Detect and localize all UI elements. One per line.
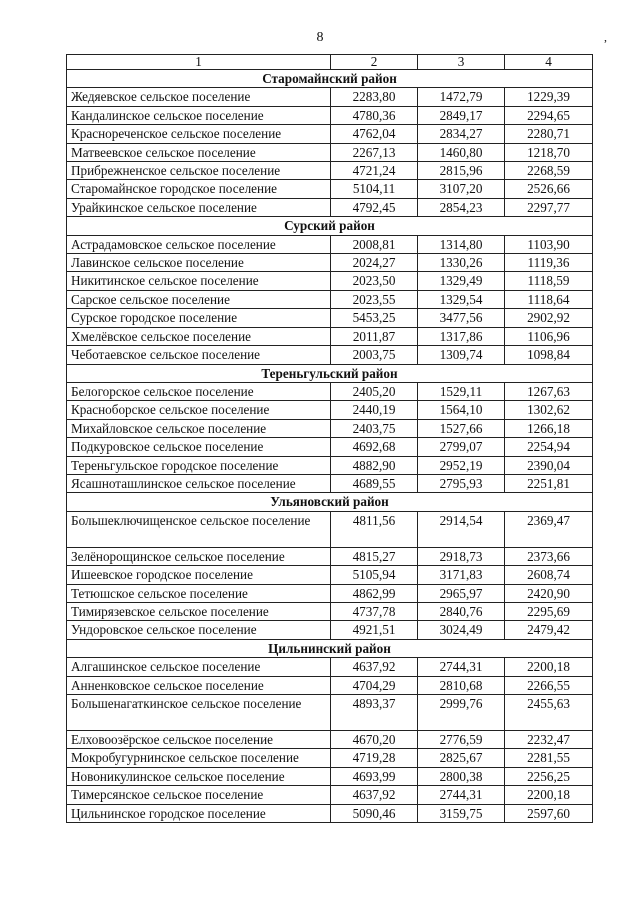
value-col-4: 2390,04 — [505, 456, 593, 474]
value-col-2: 2024,27 — [331, 254, 418, 272]
value-col-3: 2810,68 — [418, 676, 505, 694]
settlement-name: Новоникулинское сельское поселение — [67, 767, 331, 785]
settlement-name: Большеключищенское сельское поселение — [67, 511, 331, 547]
table-row — [67, 143, 593, 161]
value-col-4: 2251,81 — [505, 474, 593, 492]
settlement-name: Тимирязевское сельское поселение — [67, 602, 331, 620]
value-col-4: 2526,66 — [505, 180, 593, 198]
value-col-2: 4704,29 — [331, 676, 418, 694]
settlement-name: Подкуровское сельское поселение — [67, 438, 331, 456]
settlement-name: Лавинское сельское поселение — [67, 254, 331, 272]
column-number-row — [67, 55, 593, 70]
value-col-2: 2403,75 — [331, 419, 418, 437]
settlement-name: Тереньгульское городское поселение — [67, 456, 331, 474]
settlement-name: Тетюшское сельское поселение — [67, 584, 331, 602]
table-row — [67, 290, 593, 308]
value-col-2: 4692,68 — [331, 438, 418, 456]
value-col-3: 1314,80 — [418, 235, 505, 253]
settlement-name: Анненковское сельское поселение — [67, 676, 331, 694]
settlement-name: Белогорское сельское поселение — [67, 382, 331, 400]
settlement-name: Жедяевское сельское поселение — [67, 88, 331, 106]
table-row — [67, 180, 593, 198]
value-col-3: 1329,49 — [418, 272, 505, 290]
value-col-2: 2440,19 — [331, 401, 418, 419]
value-col-3: 1529,11 — [418, 382, 505, 400]
value-col-4: 2294,65 — [505, 106, 593, 124]
value-col-2: 5453,25 — [331, 309, 418, 327]
settlement-name: Прибрежненское сельское поселение — [67, 162, 331, 180]
table-row — [67, 254, 593, 272]
value-col-4: 1266,18 — [505, 419, 593, 437]
settlement-name: Урайкинское сельское поселение — [67, 198, 331, 216]
value-col-2: 4815,27 — [331, 547, 418, 565]
value-col-4: 1118,59 — [505, 272, 593, 290]
settlement-name: Зелёнорощинское сельское поселение — [67, 547, 331, 565]
settlement-name: Цильнинское городское поселение — [67, 804, 331, 822]
value-col-2: 4670,20 — [331, 731, 418, 749]
district-title: Тереньгульский район — [67, 364, 593, 382]
value-col-2: 4693,99 — [331, 767, 418, 785]
value-col-4: 2295,69 — [505, 602, 593, 620]
value-col-3: 2918,73 — [418, 547, 505, 565]
value-col-2: 2267,13 — [331, 143, 418, 161]
value-col-4: 1119,36 — [505, 254, 593, 272]
value-col-4: 2268,59 — [505, 162, 593, 180]
value-col-4: 2902,92 — [505, 309, 593, 327]
section-header-row — [67, 639, 593, 657]
table-row — [67, 804, 593, 822]
value-col-4: 2256,25 — [505, 767, 593, 785]
settlement-name: Ишеевское городское поселение — [67, 566, 331, 584]
settlement-name: Краснореченское сельское поселение — [67, 125, 331, 143]
value-col-3: 2849,17 — [418, 106, 505, 124]
value-col-2: 4811,56 — [331, 511, 418, 547]
value-col-3: 2952,19 — [418, 456, 505, 474]
table-row — [67, 731, 593, 749]
table-row — [67, 327, 593, 345]
value-col-3: 2795,93 — [418, 474, 505, 492]
value-col-4: 1103,90 — [505, 235, 593, 253]
value-col-3: 2965,97 — [418, 584, 505, 602]
value-col-3: 2840,76 — [418, 602, 505, 620]
value-col-4: 2200,18 — [505, 658, 593, 676]
value-col-2: 4689,55 — [331, 474, 418, 492]
value-col-2: 4893,37 — [331, 695, 418, 731]
table-row — [67, 695, 593, 731]
settlement-name: Никитинское сельское поселение — [67, 272, 331, 290]
table-row — [67, 272, 593, 290]
value-col-4: 2479,42 — [505, 621, 593, 639]
value-col-3: 2999,76 — [418, 695, 505, 731]
settlement-name: Сурское городское поселение — [67, 309, 331, 327]
table-row — [67, 162, 593, 180]
value-col-2: 5105,94 — [331, 566, 418, 584]
settlement-name: Красноборское сельское поселение — [67, 401, 331, 419]
table-row — [67, 566, 593, 584]
settlement-name: Хмелёвское сельское поселение — [67, 327, 331, 345]
value-col-3: 2799,07 — [418, 438, 505, 456]
settlement-name: Тимерсянское сельское поселение — [67, 786, 331, 804]
column-number: 4 — [505, 55, 593, 70]
value-col-4: 2297,77 — [505, 198, 593, 216]
table-row — [67, 438, 593, 456]
table-row — [67, 382, 593, 400]
value-col-3: 2744,31 — [418, 658, 505, 676]
value-col-2: 2003,75 — [331, 346, 418, 364]
value-col-3: 1472,79 — [418, 88, 505, 106]
value-col-3: 2815,96 — [418, 162, 505, 180]
settlement-name: Михайловское сельское поселение — [67, 419, 331, 437]
value-col-2: 4762,04 — [331, 125, 418, 143]
value-col-4: 1118,64 — [505, 290, 593, 308]
value-col-3: 2914,54 — [418, 511, 505, 547]
value-col-3: 1317,86 — [418, 327, 505, 345]
value-col-4: 2455,63 — [505, 695, 593, 731]
value-col-3: 1527,66 — [418, 419, 505, 437]
settlement-name: Алгашинское сельское поселение — [67, 658, 331, 676]
value-col-2: 4862,99 — [331, 584, 418, 602]
value-col-4: 2608,74 — [505, 566, 593, 584]
table-row — [67, 767, 593, 785]
district-title: Старомайнский район — [67, 70, 593, 88]
section-header-row — [67, 217, 593, 235]
value-col-4: 1267,63 — [505, 382, 593, 400]
table-row — [67, 658, 593, 676]
value-col-4: 1229,39 — [505, 88, 593, 106]
value-col-3: 1460,80 — [418, 143, 505, 161]
value-col-2: 2008,81 — [331, 235, 418, 253]
table-row — [67, 749, 593, 767]
value-col-4: 2266,55 — [505, 676, 593, 694]
value-col-4: 2232,47 — [505, 731, 593, 749]
table-row — [67, 474, 593, 492]
value-col-2: 4721,24 — [331, 162, 418, 180]
value-col-4: 2200,18 — [505, 786, 593, 804]
settlement-name: Старомайнское городское поселение — [67, 180, 331, 198]
value-col-2: 4921,51 — [331, 621, 418, 639]
district-title: Цильнинский район — [67, 639, 593, 657]
value-col-3: 2834,27 — [418, 125, 505, 143]
table-row — [67, 309, 593, 327]
value-col-3: 2854,23 — [418, 198, 505, 216]
value-col-3: 2744,31 — [418, 786, 505, 804]
value-col-3: 3159,75 — [418, 804, 505, 822]
table-row — [67, 621, 593, 639]
value-col-3: 3107,20 — [418, 180, 505, 198]
settlement-name: Ундоровское сельское поселение — [67, 621, 331, 639]
value-col-2: 5104,11 — [331, 180, 418, 198]
value-col-4: 1098,84 — [505, 346, 593, 364]
table-row — [67, 602, 593, 620]
value-col-4: 1106,96 — [505, 327, 593, 345]
value-col-3: 1330,26 — [418, 254, 505, 272]
value-col-3: 2776,59 — [418, 731, 505, 749]
value-col-3: 2825,67 — [418, 749, 505, 767]
table-row — [67, 401, 593, 419]
value-col-2: 4737,78 — [331, 602, 418, 620]
value-col-4: 1302,62 — [505, 401, 593, 419]
district-title: Сурский район — [67, 217, 593, 235]
value-col-2: 2023,55 — [331, 290, 418, 308]
settlement-name: Кандалинское сельское поселение — [67, 106, 331, 124]
settlement-name: Сарское сельское поселение — [67, 290, 331, 308]
table-row — [67, 786, 593, 804]
value-col-4: 2373,66 — [505, 547, 593, 565]
value-col-4: 2369,47 — [505, 511, 593, 547]
value-col-2: 4780,36 — [331, 106, 418, 124]
table-row — [67, 584, 593, 602]
table-row — [67, 419, 593, 437]
value-col-4: 2254,94 — [505, 438, 593, 456]
value-col-2: 2023,50 — [331, 272, 418, 290]
table-row — [67, 198, 593, 216]
value-col-2: 4637,92 — [331, 658, 418, 676]
corner-mark: , — [604, 30, 607, 44]
page-number: 8 — [316, 30, 324, 45]
value-col-2: 4719,28 — [331, 749, 418, 767]
value-col-3: 3477,56 — [418, 309, 505, 327]
column-number: 3 — [418, 55, 505, 70]
value-col-2: 4637,92 — [331, 786, 418, 804]
value-col-3: 2800,38 — [418, 767, 505, 785]
settlement-name: Большенагаткинское сельское поселение — [67, 695, 331, 731]
value-col-4: 2280,71 — [505, 125, 593, 143]
table-row — [67, 346, 593, 364]
section-header-row — [67, 364, 593, 382]
district-title: Ульяновский район — [67, 493, 593, 511]
table-row — [67, 88, 593, 106]
table-row — [67, 676, 593, 694]
table-row — [67, 511, 593, 547]
settlement-name: Матвеевское сельское поселение — [67, 143, 331, 161]
value-col-3: 1564,10 — [418, 401, 505, 419]
settlement-name: Елховоозёрское сельское поселение — [67, 731, 331, 749]
value-col-3: 1329,54 — [418, 290, 505, 308]
table-row — [67, 235, 593, 253]
value-col-4: 1218,70 — [505, 143, 593, 161]
section-header-row — [67, 493, 593, 511]
settlement-name: Ясашноташлинское сельское поселение — [67, 474, 331, 492]
value-col-4: 2420,90 — [505, 584, 593, 602]
value-col-2: 4882,90 — [331, 456, 418, 474]
table-row — [67, 547, 593, 565]
settlement-name: Мокробугурнинское сельское поселение — [67, 749, 331, 767]
value-col-2: 2011,87 — [331, 327, 418, 345]
table-row — [67, 456, 593, 474]
section-header-row — [67, 70, 593, 88]
table-row — [67, 106, 593, 124]
settlement-name: Чеботаевское сельское поселение — [67, 346, 331, 364]
value-col-2: 4792,45 — [331, 198, 418, 216]
value-col-2: 2283,80 — [331, 88, 418, 106]
value-col-4: 2597,60 — [505, 804, 593, 822]
settlement-name: Астрадамовское сельское поселение — [67, 235, 331, 253]
value-col-2: 5090,46 — [331, 804, 418, 822]
value-col-3: 3171,83 — [418, 566, 505, 584]
value-col-4: 2281,55 — [505, 749, 593, 767]
table-row — [67, 125, 593, 143]
value-col-3: 3024,49 — [418, 621, 505, 639]
column-number: 2 — [331, 55, 418, 70]
table-body — [67, 55, 593, 823]
value-col-3: 1309,74 — [418, 346, 505, 364]
column-number: 1 — [67, 55, 331, 70]
budget-table — [66, 54, 593, 823]
value-col-2: 2405,20 — [331, 382, 418, 400]
